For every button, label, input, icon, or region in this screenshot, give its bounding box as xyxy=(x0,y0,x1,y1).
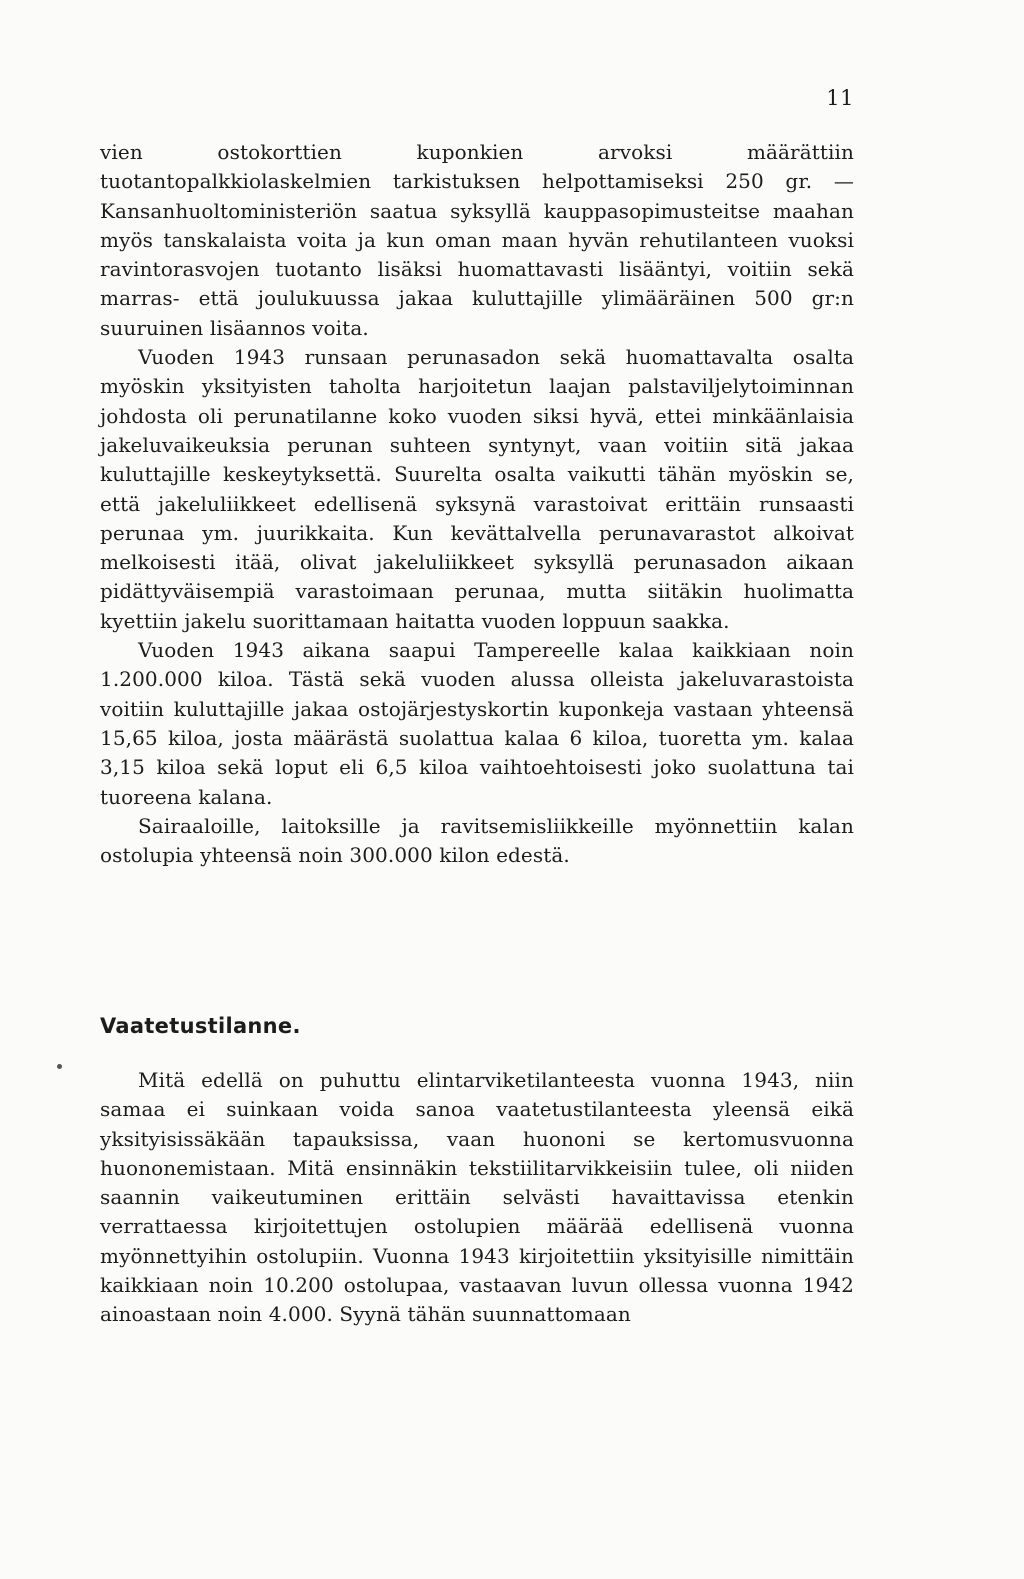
paragraph-butter-ration: vien ostokorttien kuponkien arvoksi määrättiin tuotantopalkkiolaskelmien tarkistuksen helpottamiseksi 250 gr. — Kansanhuoltoministeriön saatua syksyllä kauppasopimusteitse maahan myös tanskalaista voita ja kun oman maan hyvän rehutilanteen vuoksi ravintorasvojen tuotanto lisäksi huomattavasti lisääntyi, voitiin sekä marras- että joulukuussa jakaa kuluttajille ylimääräinen 500 gr:n suuruinen lisäannos voita. xyxy=(100,140,854,340)
ink-speck xyxy=(57,1064,62,1069)
body-text-clothing xyxy=(100,1066,854,1330)
paragraph-fish-supply: Vuoden 1943 aikana saapui Tampereelle kalaa kaikkiaan noin 1.200.000 kiloa. Tästä sekä vuoden alussa olleista jakeluvarastoista voitiin kuluttajille jakaa ostojärjestyskortin kuponkeja vastaan yhteensä 15,65 kiloa, josta määrästä suolattua kalaa 6 kiloa, tuoretta ym. kalaa 3,15 kiloa sekä loput eli 6,5 kiloa vaihtoehtoisesti joko suolattuna tai tuoreena kalana. xyxy=(100,638,854,809)
paragraph-fish-permits: Sairaaloille, laitoksille ja ravitsemisliikkeille myönnettiin kalan ostolupia yhteensä noin 300.000 kilon edestä. xyxy=(100,813,854,868)
page-number: 11 xyxy=(826,86,854,110)
paragraph-clothing-situation: Mitä edellä on puhuttu elintarviketilanteesta vuonna 1943, niin samaa ei suinkaan voida sanoa vaatetustilanteesta yleensä eikä yksityisissäkään tapauksissa, vaan huononi se kertomusvuonna huononemistaan. Mitä ensinnäkin tekstiilitarvikkeisiin tulee, oli niiden saannin vaikeutuminen erittäin selvästi havaittavissa etenkin verrattaessa kirjoitettujen ostolupien määrää edellisenä vuonna myönnettyihin ostolupiin. Vuonna 1943 kirjoitettiin yksityisille nimittäin kaikkiaan noin 10.200 ostolupaa, vastaavan luvun ollessa vuonna 1942 ainoastaan noin 4.000. Syynä tähän suunnattomaan xyxy=(100,1068,854,1327)
section-heading-clothing: Vaatetustilanne. xyxy=(100,1014,301,1038)
paragraph-potato-situation: Vuoden 1943 runsaan perunasadon sekä huomattavalta osalta myöskin yksityisten taholta harjoitetun laajan palstaviljelytoiminnan johdosta oli perunatilanne koko vuoden siksi hyvä, ettei minkäänlaisia jakeluvaikeuksia perunan suhteen syntynyt, vaan voitiin sitä jakaa kuluttajille keskeytyksettä. Suurelta osalta vaikutti tähän myöskin se, että jakeluliikkeet edellisenä syksynä varastoivat erittäin runsaasti perunaa ym. juurikkaita. Kun kevättalvella perunavarastot alkoivat melkoisesti itää, olivat jakeluliikkeet syksyllä perunasadon aikaan pidättyväisempiä varastoimaan perunaa, mutta siitäkin huolimatta kyettiin jakelu suorittamaan haitatta vuoden loppuun saakka. xyxy=(100,345,854,633)
body-text-top xyxy=(100,138,854,870)
